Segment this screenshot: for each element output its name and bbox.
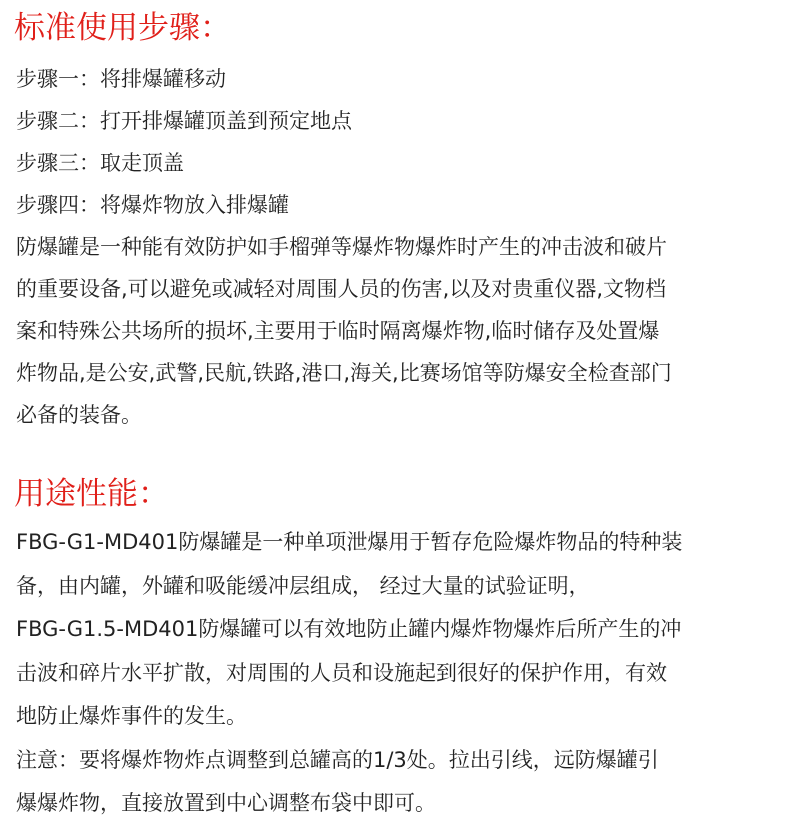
step-2-text: 步骤二：打开排爆罐顶盖到预定地点 [16,109,352,133]
usage-performance-content [16,521,776,826]
description-line-4: 炸物品,是公安,武警,民航,铁路,港口,海关,比赛场馆等防爆安全检查部门 [16,361,672,385]
description-line-3: 案和特殊公共场所的损坏,主要用于临时隔离爆炸物,临时储存及处置爆 [16,319,660,343]
section-title-usage-performance: 用途性能： [14,476,169,512]
description-line-5: 必备的装备。 [16,403,142,427]
usage-line-3: FBG-G1.5-MD401防爆罐可以有效地防止罐内爆炸物爆炸后所产生的冲 [16,617,682,641]
usage-line-4: 击波和碎片水平扩散，对周围的人员和设施起到很好的保护作用，有效 [16,660,667,685]
note-line-1: 注意：要将爆炸物炸点调整到总罐高的1/3处。拉出引线，远防爆罐引 [16,747,659,772]
step-3-text: 步骤三：取走顶盖 [16,151,184,175]
standard-steps-content [16,58,776,436]
usage-line-2: 备，由内罐，外罐和吸能缓冲层组成， 经过大量的试验证明， [16,573,590,598]
step-1-text: 步骤一：将排爆罐移动 [16,67,226,91]
description-line-2: 的重要设备,可以避免或减轻对周围人员的伤害,以及对贵重仪器,文物档 [16,277,667,301]
usage-line-1: FBG-G1-MD401防爆罐是一种单项泄爆用于暂存危险爆炸物品的特种装 [16,530,683,554]
usage-line-5: 地防止爆炸事件的发生。 [16,704,247,728]
description-line-1: 防爆罐是一种能有效防护如手榴弹等爆炸物爆炸时产生的冲击波和破片 [16,235,667,259]
note-line-2: 爆爆炸物，直接放置到中心调整布袋中即可。 [16,791,436,815]
step-4-text: 步骤四：将爆炸物放入排爆罐 [16,193,289,217]
section-title-standard-steps: 标准使用步骤： [14,10,231,46]
